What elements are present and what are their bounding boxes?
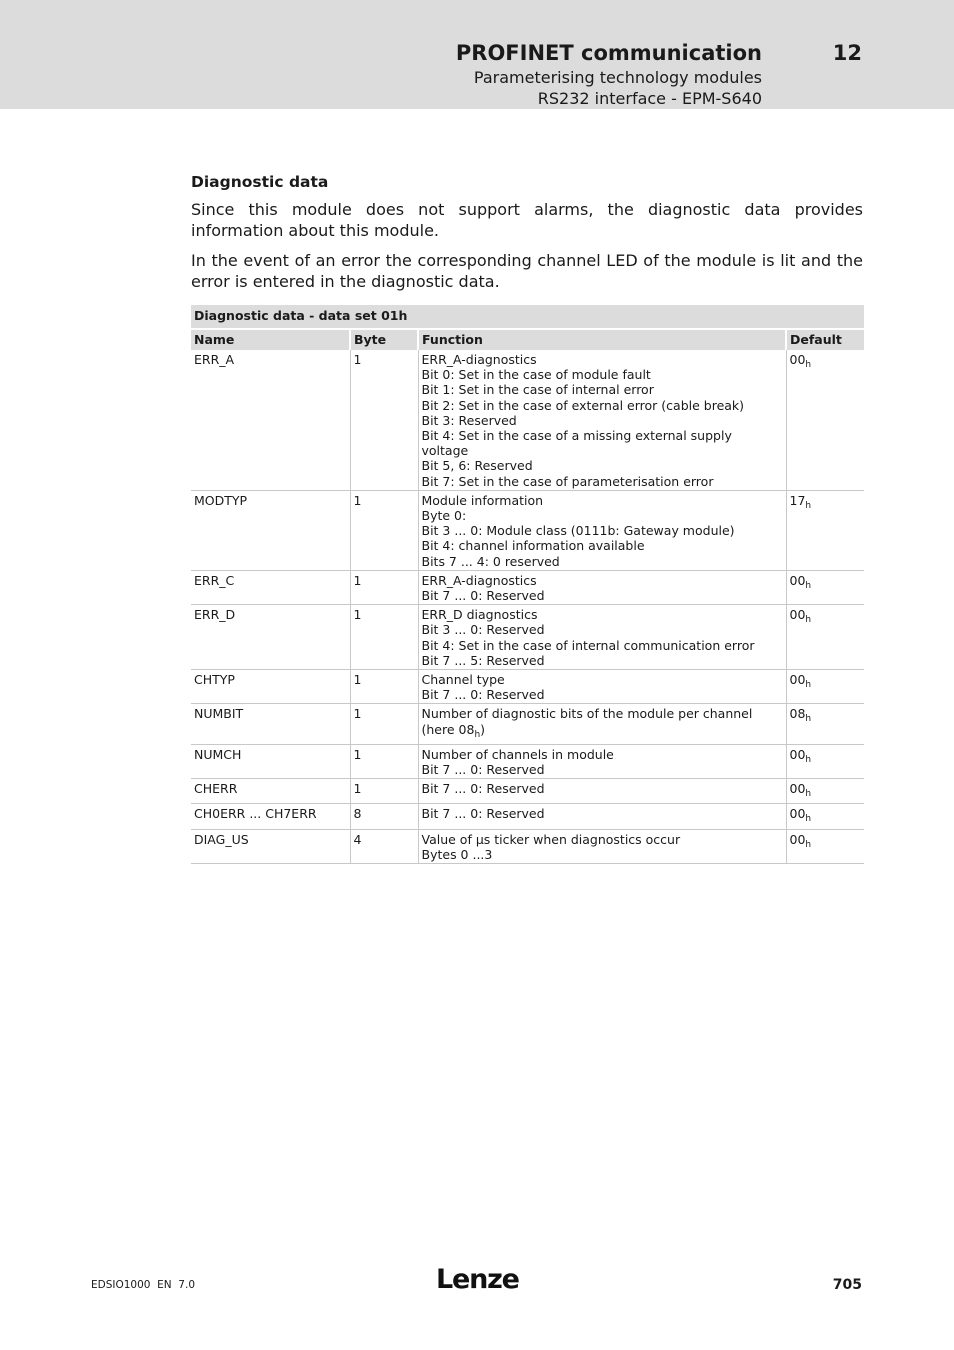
hex-subscript: h <box>805 789 812 800</box>
cell-function <box>418 779 786 804</box>
table-row <box>191 744 864 778</box>
column-header-function: Function <box>418 329 786 350</box>
cell-name: NUMBIT <box>191 704 350 744</box>
chapter-number: 12 <box>832 41 862 65</box>
table-row <box>191 779 864 804</box>
function-line: ERR_A-diagnostics <box>421 352 537 367</box>
cell-default <box>786 744 864 778</box>
cell-byte: 1 <box>350 490 418 570</box>
function-line: Bit 1: Set in the case of internal error <box>421 382 654 398</box>
function-line: Bit 7 ... 5: Reserved <box>421 652 545 668</box>
diagnostic-data-table <box>191 305 864 864</box>
cell-byte: 1 <box>350 605 418 670</box>
cell-byte: 8 <box>350 804 418 829</box>
hex-subscript: h <box>805 615 812 626</box>
cell-function <box>418 829 786 863</box>
section-subtitle: Parameterising technology modules <box>473 68 762 87</box>
default-value: 00 <box>789 352 806 367</box>
cell-default <box>786 670 864 704</box>
cell-name: DIAG_US <box>191 829 350 863</box>
cell-name: MODTYP <box>191 490 350 570</box>
function-line: Bit 7 ... 0: Reserved <box>421 588 545 604</box>
default-value: 00 <box>789 746 806 762</box>
lenze-logo: Lenze <box>436 1264 519 1295</box>
column-header-name: Name <box>191 329 350 350</box>
function-line: Bit 7 ... 0: Reserved <box>421 687 545 703</box>
default-value: 00 <box>789 806 806 822</box>
cell-byte: 1 <box>350 570 418 604</box>
function-line: Bit 7 ... 0: Reserved <box>421 806 545 822</box>
function-text-tail: ) <box>480 721 486 737</box>
function-line: Bit 7 ... 0: Reserved <box>421 781 545 797</box>
function-line: Bytes 0 ...3 <box>421 846 493 862</box>
cell-name: CH0ERR ... CH7ERR <box>191 804 350 829</box>
cell-function <box>418 490 786 570</box>
column-header-default: Default <box>786 329 864 350</box>
function-line: Bit 4: Set in the case of internal communication error <box>421 637 755 653</box>
table-row <box>191 829 864 863</box>
default-value: 17 <box>789 492 806 508</box>
hex-subscript: h <box>805 580 812 591</box>
function-line: Bit 7: Set in the case of parameterisation error <box>421 473 714 489</box>
cell-default <box>786 605 864 670</box>
table-row <box>191 570 864 604</box>
cell-name: NUMCH <box>191 744 350 778</box>
cell-function <box>418 350 786 490</box>
error-paragraph: In the event of an error the corresponding channel LED of the module is lit and the error is entered in the diagnostic data. <box>191 251 863 291</box>
cell-name: CHTYP <box>191 670 350 704</box>
subsection-subtitle: RS232 interface - EPM-S640 <box>537 89 762 108</box>
cell-default <box>786 779 864 804</box>
section-heading: Diagnostic data <box>191 173 329 191</box>
cell-function <box>418 744 786 778</box>
hex-subscript: h <box>805 500 812 511</box>
cell-function <box>418 670 786 704</box>
cell-byte: 1 <box>350 670 418 704</box>
function-line: Bit 0: Set in the case of module fault <box>421 367 651 383</box>
column-header-byte: Byte <box>350 329 418 350</box>
hex-subscript: h <box>474 729 481 740</box>
function-line: Bit 3 ... 0: Module class (0111b: Gateway module) <box>421 523 735 539</box>
table-row <box>191 804 864 829</box>
cell-byte: 4 <box>350 829 418 863</box>
intro-paragraph: Since this module does not support alarms, the diagnostic data provides information about this module. <box>191 200 863 240</box>
default-value: 00 <box>789 572 806 588</box>
function-text: Number of diagnostic bits of the module per channel (here 08 <box>421 706 753 737</box>
cell-function <box>418 704 786 744</box>
cell-default <box>786 490 864 570</box>
cell-name: ERR_C <box>191 570 350 604</box>
hex-subscript: h <box>805 714 812 725</box>
cell-function <box>418 570 786 604</box>
table-body <box>191 350 864 864</box>
function-line: Bit 2: Set in the case of external error (cable break) <box>421 397 745 413</box>
cell-name: CHERR <box>191 779 350 804</box>
function-line: Bit 3 ... 0: Reserved <box>421 622 545 638</box>
cell-function <box>418 804 786 829</box>
function-line: Module information <box>421 492 544 508</box>
page-number: 705 <box>832 1277 862 1293</box>
function-line: ERR_D diagnostics <box>421 607 538 623</box>
default-value: 00 <box>789 672 806 688</box>
function-line: Bits 7 ... 4: 0 reserved <box>421 553 560 569</box>
function-line: ERR_A-diagnostics <box>421 572 537 588</box>
cell-default <box>786 829 864 863</box>
cell-byte: 1 <box>350 744 418 778</box>
cell-default <box>786 570 864 604</box>
hex-subscript: h <box>805 839 812 850</box>
default-value: 08 <box>789 706 806 722</box>
cell-name: ERR_A <box>191 350 350 490</box>
function-line: Bit 4: Set in the case of a missing external supply voltage <box>421 428 732 459</box>
cell-default <box>786 350 864 490</box>
cell-function <box>418 605 786 670</box>
table-row <box>191 605 864 670</box>
chapter-title: PROFINET communication <box>455 41 762 65</box>
table-row <box>191 490 864 570</box>
cell-byte: 1 <box>350 779 418 804</box>
cell-default <box>786 704 864 744</box>
default-value: 00 <box>789 831 806 847</box>
default-value: 00 <box>789 781 806 797</box>
document-id: EDSIO1000 EN 7.0 <box>91 1279 196 1291</box>
function-line: Value of µs ticker when diagnostics occur <box>421 831 681 847</box>
function-line: Bit 5, 6: Reserved <box>421 458 533 474</box>
table-row <box>191 350 864 490</box>
function-line: Bit 4: channel information available <box>421 538 645 554</box>
default-value: 00 <box>789 607 806 623</box>
hex-subscript: h <box>805 360 812 370</box>
function-line: Byte 0: <box>421 508 467 524</box>
cell-byte: 1 <box>350 350 418 490</box>
hex-subscript: h <box>805 680 812 691</box>
cell-name: ERR_D <box>191 605 350 670</box>
function-line: Number of channels in module <box>421 746 614 762</box>
cell-default <box>786 804 864 829</box>
hex-subscript: h <box>805 754 812 765</box>
function-line: Bit 3: Reserved <box>421 412 517 428</box>
table-row <box>191 704 864 744</box>
function-line: Bit 7 ... 0: Reserved <box>421 762 545 778</box>
hex-subscript: h <box>805 814 812 825</box>
main-content <box>191 173 863 301</box>
function-line: Channel type <box>421 672 505 688</box>
cell-byte: 1 <box>350 704 418 744</box>
table-caption: Diagnostic data - data set 01h <box>191 305 864 329</box>
table-row <box>191 670 864 704</box>
